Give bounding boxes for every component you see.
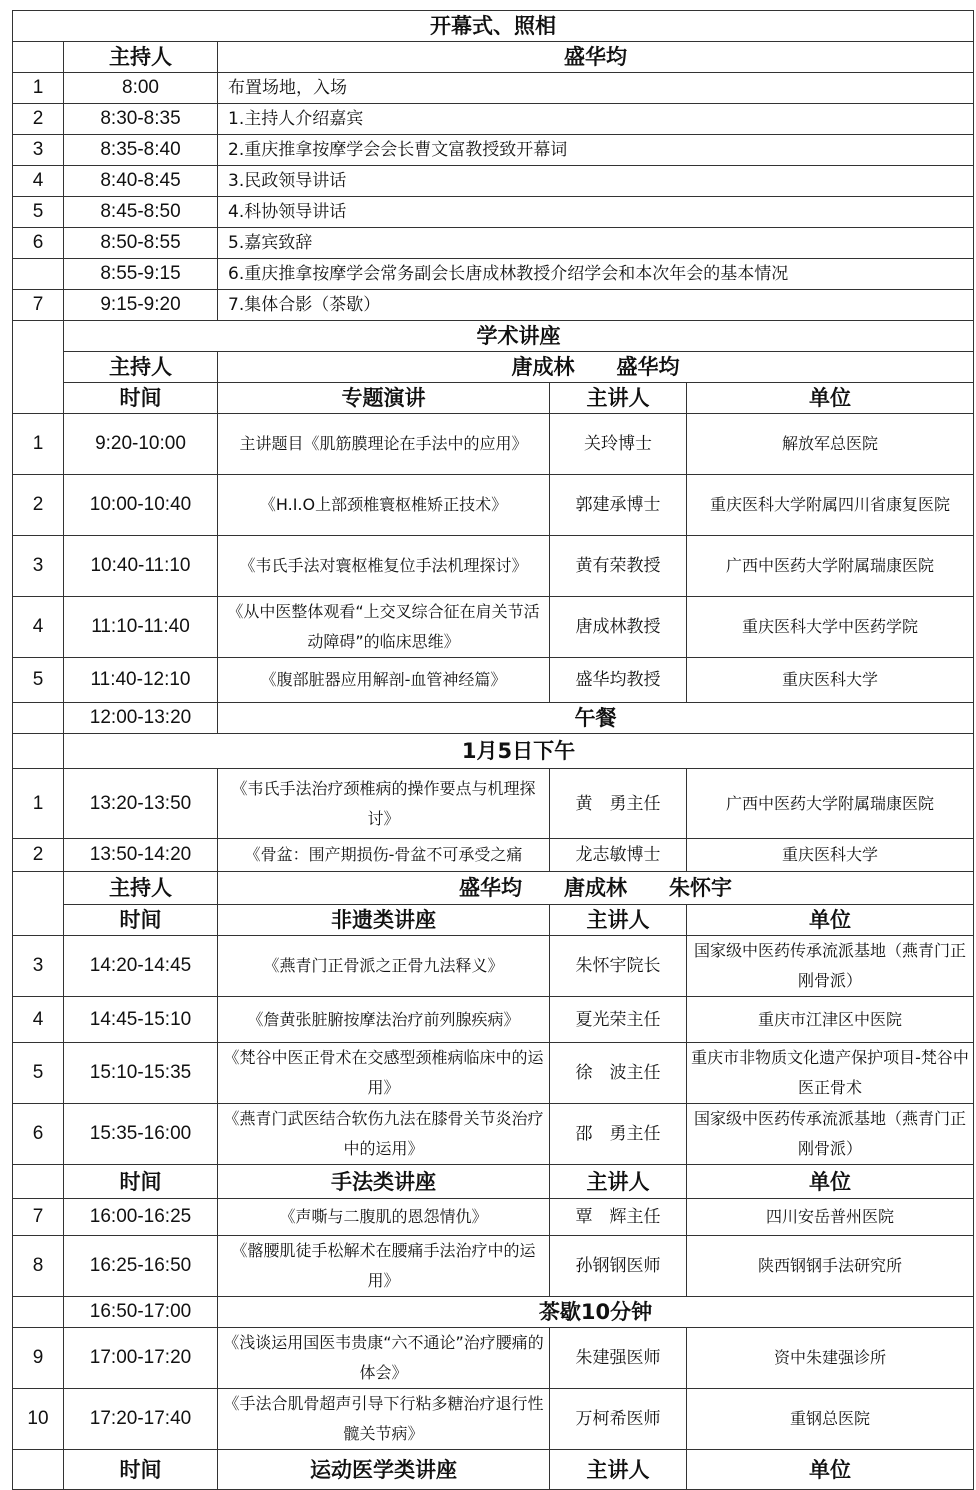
unit: 陕西钢钢手法研究所 (687, 1236, 974, 1297)
table-row-item (13, 228, 974, 259)
row-number: 10 (13, 1389, 64, 1450)
unit: 四川安岳普州医院 (687, 1199, 974, 1236)
talk-topic: 《骨盆：围产期损伤-骨盆不可承受之痛 (218, 839, 550, 872)
header-topic: 专题演讲 (218, 383, 550, 414)
speaker: 盛华均教授 (550, 658, 687, 703)
row-number: 5 (13, 1043, 64, 1104)
row-number: 1 (13, 414, 64, 475)
unit: 重庆医科大学 (687, 839, 974, 872)
row-number: 2 (13, 475, 64, 536)
header-unit: 单位 (687, 905, 974, 936)
time-slot: 8:45-8:50 (64, 197, 218, 228)
break-label: 午餐 (218, 703, 974, 734)
table-row-item (13, 135, 974, 166)
row-number: 2 (13, 104, 64, 135)
time-slot: 8:40-8:45 (64, 166, 218, 197)
row-number: 4 (13, 166, 64, 197)
agenda-item: 4.科协领导讲话 (218, 197, 974, 228)
time-slot: 17:20-17:40 (64, 1389, 218, 1450)
row-number (13, 703, 64, 734)
table-row-talk (13, 769, 974, 839)
row-number-cell (13, 734, 64, 769)
unit: 资中朱建强诊所 (687, 1328, 974, 1389)
unit: 国家级中医药传承流派基地（燕青门正刚骨派） (687, 936, 974, 997)
row-number: 4 (13, 597, 64, 658)
table-row-header (13, 1450, 974, 1490)
time-slot: 11:40-12:10 (64, 658, 218, 703)
table-row-item (13, 104, 974, 135)
talk-topic: 《燕青门武医结合软伤九法在膝骨关节炎治疗中的运用》 (218, 1104, 550, 1165)
header-time: 时间 (64, 1165, 218, 1199)
speaker: 覃 辉主任 (550, 1199, 687, 1236)
unit: 重庆市非物质文化遗产保护项目-梵谷中医正骨术 (687, 1043, 974, 1104)
time-slot: 8:00 (64, 73, 218, 104)
time-slot: 14:45-15:10 (64, 997, 218, 1043)
row-number: 3 (13, 135, 64, 166)
row-number: 3 (13, 536, 64, 597)
time-slot: 16:25-16:50 (64, 1236, 218, 1297)
table-row-host (13, 872, 974, 905)
agenda-item: 6.重庆推拿按摩学会常务副会长唐成林教授介绍学会和本次年会的基本情况 (218, 259, 974, 290)
table-row-title (13, 11, 974, 42)
host-label: 主持人 (64, 872, 218, 905)
table-row-talk (13, 414, 974, 475)
talk-topic: 《手法合肌骨超声引导下行粘多糖治疗退行性髋关节病》 (218, 1389, 550, 1450)
row-number (13, 259, 64, 290)
table-row-header (13, 1165, 974, 1199)
unit: 重庆市江津区中医院 (687, 997, 974, 1043)
row-number: 4 (13, 997, 64, 1043)
row-number: 1 (13, 73, 64, 104)
talk-topic: 《声嘶与二腹肌的恩怨情仇》 (218, 1199, 550, 1236)
table-row-talk (13, 475, 974, 536)
host-names: 盛华均 唐成林 朱怀宇 (218, 872, 974, 905)
agenda-item: 1.主持人介绍嘉宾 (218, 104, 974, 135)
time-slot: 9:15-9:20 (64, 290, 218, 321)
speaker: 朱怀宇院长 (550, 936, 687, 997)
speaker: 唐成林教授 (550, 597, 687, 658)
header-topic: 运动医学类讲座 (218, 1450, 550, 1490)
row-number: 6 (13, 1104, 64, 1165)
talk-topic: 《韦氏手法治疗颈椎病的操作要点与机理探讨》 (218, 769, 550, 839)
row-number: 5 (13, 197, 64, 228)
section-title: 开幕式、照相 (13, 11, 974, 42)
speaker: 黄有荣教授 (550, 536, 687, 597)
table-row-item (13, 197, 974, 228)
time-slot: 15:35-16:00 (64, 1104, 218, 1165)
table-row-talk (13, 658, 974, 703)
time-slot: 10:40-11:10 (64, 536, 218, 597)
table-row-talk (13, 1043, 974, 1104)
unit: 重庆医科大学中医药学院 (687, 597, 974, 658)
row-number: 7 (13, 290, 64, 321)
time-slot: 16:50-17:00 (64, 1297, 218, 1328)
header-unit: 单位 (687, 1165, 974, 1199)
talk-topic: 《H.I.O上部颈椎寰枢椎矫正技术》 (218, 475, 550, 536)
table-row-talk (13, 1199, 974, 1236)
agenda-item: 5.嘉宾致辞 (218, 228, 974, 259)
host-label: 主持人 (64, 352, 218, 383)
header-speaker: 主讲人 (550, 905, 687, 936)
header-time: 时间 (64, 1450, 218, 1490)
time-slot: 8:50-8:55 (64, 228, 218, 259)
time-slot: 13:20-13:50 (64, 769, 218, 839)
table-row-talk (13, 1389, 974, 1450)
header-speaker: 主讲人 (550, 383, 687, 414)
row-number-cell (13, 1450, 64, 1490)
unit: 国家级中医药传承流派基地（燕青门正刚骨派） (687, 1104, 974, 1165)
section-title: 1月5日下午 (64, 734, 974, 769)
section-title: 学术讲座 (64, 321, 974, 352)
speaker: 邵 勇主任 (550, 1104, 687, 1165)
speaker: 郭建承博士 (550, 475, 687, 536)
row-number: 1 (13, 769, 64, 839)
row-number: 2 (13, 839, 64, 872)
talk-topic: 《梵谷中医正骨术在交感型颈椎病临床中的运用》 (218, 1043, 550, 1104)
schedule-table (12, 10, 974, 1490)
speaker: 关玲博士 (550, 414, 687, 475)
table-row-item (13, 166, 974, 197)
row-number: 3 (13, 936, 64, 997)
agenda-item: 7.集体合影（茶歇） (218, 290, 974, 321)
agenda-item: 2.重庆推拿按摩学会会长曹文富教授致开幕词 (218, 135, 974, 166)
talk-topic: 《髂腰肌徒手松解术在腰痛手法治疗中的运用》 (218, 1236, 550, 1297)
host-names: 唐成林 盛华均 (218, 352, 974, 383)
row-number: 8 (13, 1236, 64, 1297)
time-slot: 13:50-14:20 (64, 839, 218, 872)
table-row-header (13, 383, 974, 414)
table-row-item (13, 290, 974, 321)
speaker: 朱建强医师 (550, 1328, 687, 1389)
speaker: 徐 波主任 (550, 1043, 687, 1104)
row-number-cell (13, 1165, 64, 1199)
speaker: 万柯希医师 (550, 1389, 687, 1450)
speaker: 龙志敏博士 (550, 839, 687, 872)
table-row-talk (13, 1104, 974, 1165)
unit: 重庆医科大学 (687, 658, 974, 703)
table-row-talk (13, 1236, 974, 1297)
table-row-talk (13, 997, 974, 1043)
table-row-section (13, 321, 974, 352)
time-slot: 8:55-9:15 (64, 259, 218, 290)
speaker: 黄 勇主任 (550, 769, 687, 839)
table-row-break (13, 703, 974, 734)
agenda-item: 3.民政领导讲话 (218, 166, 974, 197)
table-row-host (13, 42, 974, 73)
header-unit: 单位 (687, 383, 974, 414)
talk-topic: 《浅谈运用国医韦贵康“六不通论”治疗腰痛的体会》 (218, 1328, 550, 1389)
host-names: 盛华均 (218, 42, 974, 73)
time-slot: 8:30-8:35 (64, 104, 218, 135)
row-number-cell (13, 872, 64, 905)
agenda-item: 布置场地，入场 (218, 73, 974, 104)
time-slot: 10:00-10:40 (64, 475, 218, 536)
header-topic: 非遗类讲座 (218, 905, 550, 936)
time-slot: 8:35-8:40 (64, 135, 218, 166)
host-label: 主持人 (64, 42, 218, 73)
table-row-talk (13, 839, 974, 872)
time-slot: 11:10-11:40 (64, 597, 218, 658)
table-row-header (13, 905, 974, 936)
header-speaker: 主讲人 (550, 1450, 687, 1490)
row-number: 9 (13, 1328, 64, 1389)
row-number-cell (13, 352, 64, 383)
row-number: 6 (13, 228, 64, 259)
unit: 解放军总医院 (687, 414, 974, 475)
header-speaker: 主讲人 (550, 1165, 687, 1199)
break-label: 茶歇10分钟 (218, 1297, 974, 1328)
talk-topic: 主讲题目《肌筋膜理论在手法中的应用》 (218, 414, 550, 475)
talk-topic: 《从中医整体观看“上交叉综合征在肩关节活动障碍”的临床思维》 (218, 597, 550, 658)
row-number-cell (13, 42, 64, 73)
header-time: 时间 (64, 905, 218, 936)
header-time: 时间 (64, 383, 218, 414)
speaker: 孙钢钢医师 (550, 1236, 687, 1297)
table-row-host (13, 352, 974, 383)
talk-topic: 《燕青门正骨派之正骨九法释义》 (218, 936, 550, 997)
talk-topic: 《詹黄张脏腑按摩法治疗前列腺疾病》 (218, 997, 550, 1043)
row-number-cell (13, 321, 64, 352)
table-row-talk (13, 597, 974, 658)
row-number-cell (13, 383, 64, 414)
table-row-talk (13, 936, 974, 997)
time-slot: 15:10-15:35 (64, 1043, 218, 1104)
table-row-talk (13, 536, 974, 597)
time-slot: 9:20-10:00 (64, 414, 218, 475)
row-number (13, 1297, 64, 1328)
table-row-break (13, 1297, 974, 1328)
time-slot: 16:00-16:25 (64, 1199, 218, 1236)
unit: 重钢总医院 (687, 1389, 974, 1450)
unit: 广西中医药大学附属瑞康医院 (687, 769, 974, 839)
table-row-section (13, 734, 974, 769)
time-slot: 17:00-17:20 (64, 1328, 218, 1389)
speaker: 夏光荣主任 (550, 997, 687, 1043)
table-row-talk (13, 1328, 974, 1389)
time-slot: 14:20-14:45 (64, 936, 218, 997)
unit: 广西中医药大学附属瑞康医院 (687, 536, 974, 597)
talk-topic: 《韦氏手法对寰枢椎复位手法机理探讨》 (218, 536, 550, 597)
row-number: 7 (13, 1199, 64, 1236)
row-number-cell (13, 905, 64, 936)
table-row-item (13, 73, 974, 104)
header-topic: 手法类讲座 (218, 1165, 550, 1199)
talk-topic: 《腹部脏器应用解剖-血管神经篇》 (218, 658, 550, 703)
row-number: 5 (13, 658, 64, 703)
header-unit: 单位 (687, 1450, 974, 1490)
table-row-item (13, 259, 974, 290)
time-slot: 12:00-13:20 (64, 703, 218, 734)
unit: 重庆医科大学附属四川省康复医院 (687, 475, 974, 536)
